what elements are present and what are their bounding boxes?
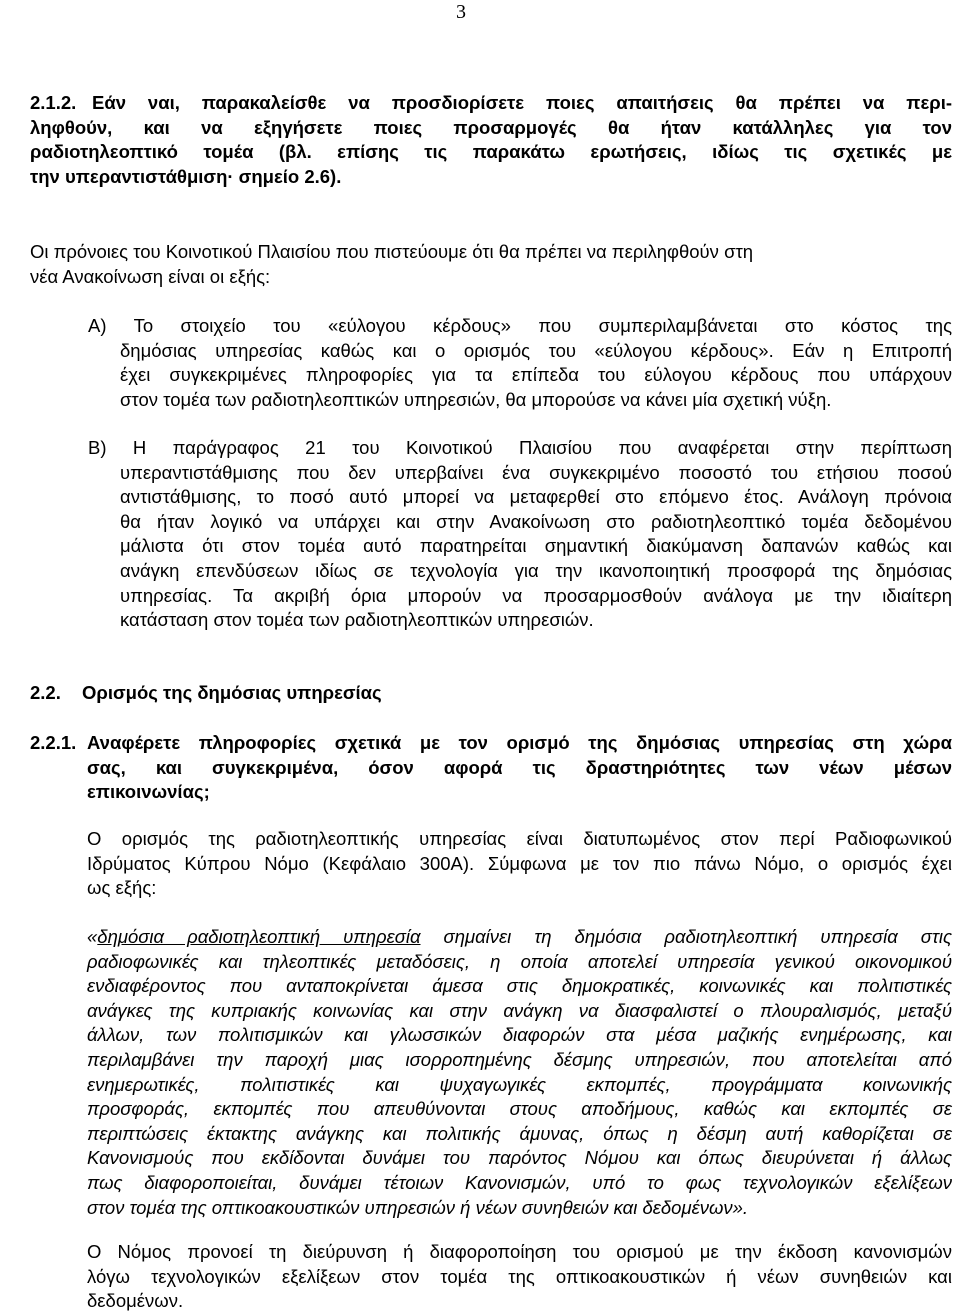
quote-line: προσφοράς, εκπομπές που απευθύνονται στους αποδήμους, καθώς και εκπομπές σε	[87, 1098, 952, 1120]
paragraph-line: δεδομένων.	[87, 1290, 184, 1312]
question-line: ραδιοτηλεοπτικό τομέα (βλ. επίσης τις παρακάτω ερωτήσεις, ιδίως τις σχετικές με	[30, 141, 952, 163]
closing-paragraph	[87, 1240, 952, 1314]
question-number: 2.1.2.	[30, 92, 77, 113]
question-line: Αναφέρετε πληροφορίες σχετικά με τον ορισμό της δημόσιας υπηρεσίας στη χώρα	[87, 732, 952, 753]
quote-line: περιλαμβάνει την παροχή μιας ισορροπημένης δέσμης υπηρεσιών, που αποτελείται από	[87, 1048, 952, 1070]
question-line: την υπεραντιστάθμιση· σημείο 2.6).	[30, 165, 342, 187]
quote-line: ενημερωτικές, πολιτιστικές και ψυχαγωγικές εκπομπές, προγράμματα κοινωνικής	[87, 1073, 952, 1095]
question-line: ληφθούν, και να εξηγήσετε ποιες προσαρμογές θα ήταν κατάλληλες για τον	[30, 116, 952, 138]
quote-line: άλλων, των πολιτισμικών και γλωσσικών διαφορών στα μέσα μαζικής ενημέρωσης, και	[87, 1024, 952, 1046]
quote-line: ραδιοφωνικές και τηλεοπτικές μεταδόσεις, η οποία αποτελεί υπηρεσία γενικού οικονομικού	[87, 950, 952, 972]
item-line: έχει συγκεκριμένες πληροφορίες για τα επίπεδα του εύλογου κέρδους που υπάρχουν	[120, 364, 952, 386]
question-line: επικοινωνίας;	[87, 781, 210, 803]
item-line: αντιστάθμισης, το ποσό αυτό μπορεί να μεταφερθεί στο επόμενο έτος. Ανάλογη πρόνοια	[120, 486, 952, 508]
item-line: στον τομέα των ραδιοτηλεοπτικών υπηρεσιών, θα μπορούσε να κάνει μία σχετική νύξη.	[120, 388, 832, 410]
quote-line: περιπτώσεις έκτακτης ανάγκης και πολιτικής άμυνας, όπως η δέσμη αυτή καθορίζεται σε	[87, 1122, 952, 1144]
quote-line: Κανονισμούς που εκδίδονται δυνάμει του παρόντος Νόμου και όπως διευρύνεται ή άλλως	[87, 1147, 952, 1169]
item-line: Β) Η παράγραφος 21 του Κοινοτικού Πλαισίου που αναφέρεται στην περίπτωση	[88, 437, 952, 458]
item-line: θα ήταν λογικό να υπάρχει και στην Ανακοίνωση στο ραδιοτηλεοπτικό τομέα δεδομένου	[120, 510, 952, 532]
definition-intro	[87, 827, 952, 901]
quote-line: ενδιαφέροντος που ανταποκρίνεται άμεσα στις δημοκρατικές, κοινωνικές και πολιτιστικές	[87, 975, 952, 997]
quote-line	[87, 925, 952, 950]
item-line: ανάγκη επενδύσεων ιδίως σε τεχνολογία για την ικανοποιητική προσφορά της δημόσιας	[120, 559, 952, 581]
question-number: 2.2.1.	[30, 732, 77, 753]
item-line: μάλιστα ότι στον τομέα αυτό παρατηρείται σημαντική διακύμανση δαπανών καθώς και	[120, 535, 952, 557]
paragraph-line: νέα Ανακοίνωση είναι οι εξής:	[30, 265, 271, 287]
item-line: Α) Το στοιχείο του «εύλογου κέρδους» που συμπεριλαμβάνεται στο κόστος της	[88, 315, 952, 336]
item-line: κατάσταση στον τομέα των ραδιοτηλεοπτικών υπηρεσιών.	[120, 609, 594, 631]
quote-open-mark: «	[87, 926, 98, 947]
quote-line: πως διαφοροποιείται, δυνάμει τέτοιων Κανονισμών, υπό το φως τεχνολογικών εξελίξεων	[87, 1171, 952, 1193]
intro-paragraph	[30, 240, 952, 289]
quote-line: στον τομέα της οπτικοακουστικών υπηρεσιών ή νέων συνηθειών και δεδομένων».	[87, 1196, 749, 1218]
item-a	[88, 314, 952, 412]
quote-first-line-rest: σημαίνει τη δημόσια ραδιοτηλεοπτική υπηρεσία στις	[420, 926, 952, 947]
quote-term: δημόσια ραδιοτηλεοπτική υπηρεσία	[97, 926, 421, 947]
paragraph-line: Ο Νόμος προνοεί τη διεύρυνση ή διαφοροποίηση του ορισμού με την έκδοση κανονισμών	[87, 1241, 952, 1262]
item-line: υπηρεσίας. Τα ακριβή όρια μπορούν να προσαρμοσθούν ανάλογα με την ιδιαίτερη	[120, 584, 952, 606]
paragraph-line: Ιδρύματος Κύπρου Νόμο (Κεφάλαιο 300Α). Σύμφωνα με τον πιο πάνω Νόμο, ο ορισμός έχει	[87, 852, 952, 874]
section-number: 2.2.	[30, 682, 61, 703]
page-number: 3	[456, 1, 466, 23]
paragraph-line: Ο ορισμός της ραδιοτηλεοπτικής υπηρεσίας είναι διατυπωμένος στον περί Ραδιοφωνικού	[87, 828, 952, 849]
paragraph-line: λόγω τεχνολογικών εξελίξεων στον τομέα της οπτικοακουστικών ή νέων συνηθειών και	[87, 1265, 952, 1287]
paragraph-line: Οι πρόνοιες του Κοινοτικού Πλαισίου που πιστεύουμε ότι θα πρέπει να περιληφθούν στη	[30, 241, 754, 262]
item-b	[88, 436, 952, 633]
definition-quote	[87, 925, 952, 1220]
item-line: δημόσιας υπηρεσίας καθώς και ο ορισμός του «εύλογου κέρδους». Εάν η Επιτροπή	[120, 339, 952, 361]
quote-line: ανάγκες της κυπριακής κοινωνίας και στην ανάγκη να διασφαλιστεί ο πλουραλισμός, μεταξύ	[87, 999, 952, 1021]
question-line: Εάν ναι, παρακαλείσθε να προσδιορίσετε ποιες απαιτήσεις θα πρέπει να περι-	[92, 92, 952, 113]
question-line: σας, και συγκεκριμένα, όσον αφορά τις δραστηριότητες των νέων μέσων	[87, 756, 952, 778]
section-title: Ορισμός της δημόσιας υπηρεσίας	[82, 682, 382, 703]
item-line: υπεραντιστάθμισης που δεν υπερβαίνει ένα συγκεκριμένο ποσοστό του ετήσιου ποσού	[120, 461, 952, 483]
paragraph-line: ως εξής:	[87, 877, 157, 899]
